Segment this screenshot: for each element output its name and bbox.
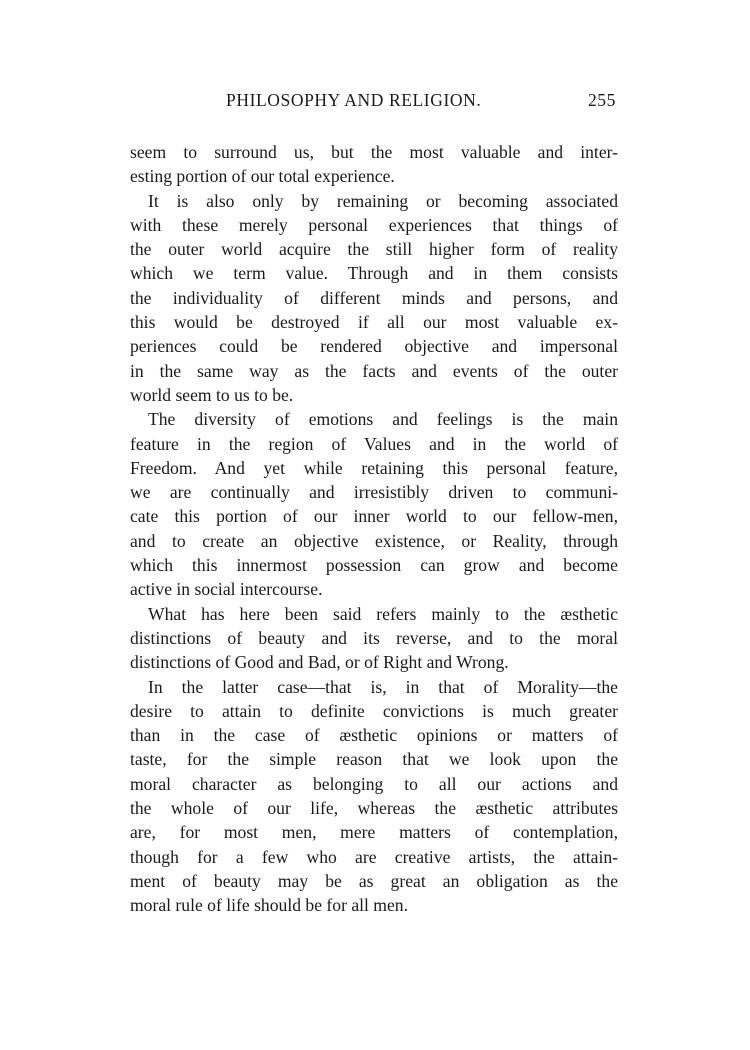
text-line: which we term value. Through and in them consists xyxy=(130,263,618,284)
running-head xyxy=(130,88,618,118)
text-line: ment of beauty may be as great an obligation as the xyxy=(130,870,618,891)
text-line: world seem to us to be. xyxy=(130,384,294,405)
text-line: periences could be rendered objective and impersonal xyxy=(130,336,618,357)
text-line: In the latter case—that is, in that of Morality—the xyxy=(148,676,618,697)
text-line: which this innermost possession can grow and become xyxy=(130,555,618,576)
paragraph xyxy=(130,140,618,189)
text-line: Freedom. And yet while retaining this personal feature, xyxy=(130,457,618,478)
text-line: the outer world acquire the still higher form of reality xyxy=(130,239,618,260)
text-line: the whole of our life, whereas the æsthetic attributes xyxy=(130,798,618,819)
text-line: The diversity of emotions and feelings is the main xyxy=(148,409,618,430)
text-line: the individuality of different minds and persons, and xyxy=(130,287,618,308)
text-line: than in the case of æsthetic opinions or matters of xyxy=(130,725,618,746)
text-line: taste, for the simple reason that we look upon the xyxy=(130,749,618,770)
text-line: and to create an objective existence, or Reality, through xyxy=(130,530,618,551)
text-line: this would be destroyed if all our most valuable ex- xyxy=(130,312,618,333)
text-line: with these merely personal experiences that things of xyxy=(130,214,618,235)
text-line: are, for most men, mere matters of contemplation, xyxy=(130,822,618,843)
paragraph xyxy=(130,407,618,601)
text-line: moral character as belonging to all our actions and xyxy=(130,773,618,794)
body-text xyxy=(130,140,618,918)
text-line: desire to attain to definite convictions is much greater xyxy=(130,700,618,721)
text-line: though for a few who are creative artists, the attain- xyxy=(130,846,618,867)
paragraph xyxy=(130,675,618,918)
text-line: What has here been said refers mainly to the æsthetic xyxy=(148,603,618,624)
paragraph xyxy=(130,189,618,408)
text-line: cate this portion of our inner world to our fellow-men, xyxy=(130,506,618,527)
text-line: esting portion of our total experience. xyxy=(130,166,395,187)
text-line: distinctions of beauty and its reverse, and to the moral xyxy=(130,627,618,648)
text-line: in the same way as the facts and events of the outer xyxy=(130,360,618,381)
text-line: seem to surround us, but the most valuable and inter- xyxy=(130,142,618,162)
book-page xyxy=(130,88,618,918)
text-line: distinctions of Good and Bad, or of Right and Wrong. xyxy=(130,652,509,673)
text-line: active in social intercourse. xyxy=(130,579,323,600)
page-number: 255 xyxy=(587,90,616,110)
text-line: It is also only by remaining or becoming associated xyxy=(148,190,618,211)
text-line: feature in the region of Values and in the world of xyxy=(130,433,618,454)
paragraph xyxy=(130,602,618,675)
running-title: PHILOSOPHY AND RELIGION. xyxy=(226,90,482,110)
text-line: we are continually and irresistibly driven to communi- xyxy=(130,482,618,503)
text-line: moral rule of life should be for all men. xyxy=(130,895,408,916)
